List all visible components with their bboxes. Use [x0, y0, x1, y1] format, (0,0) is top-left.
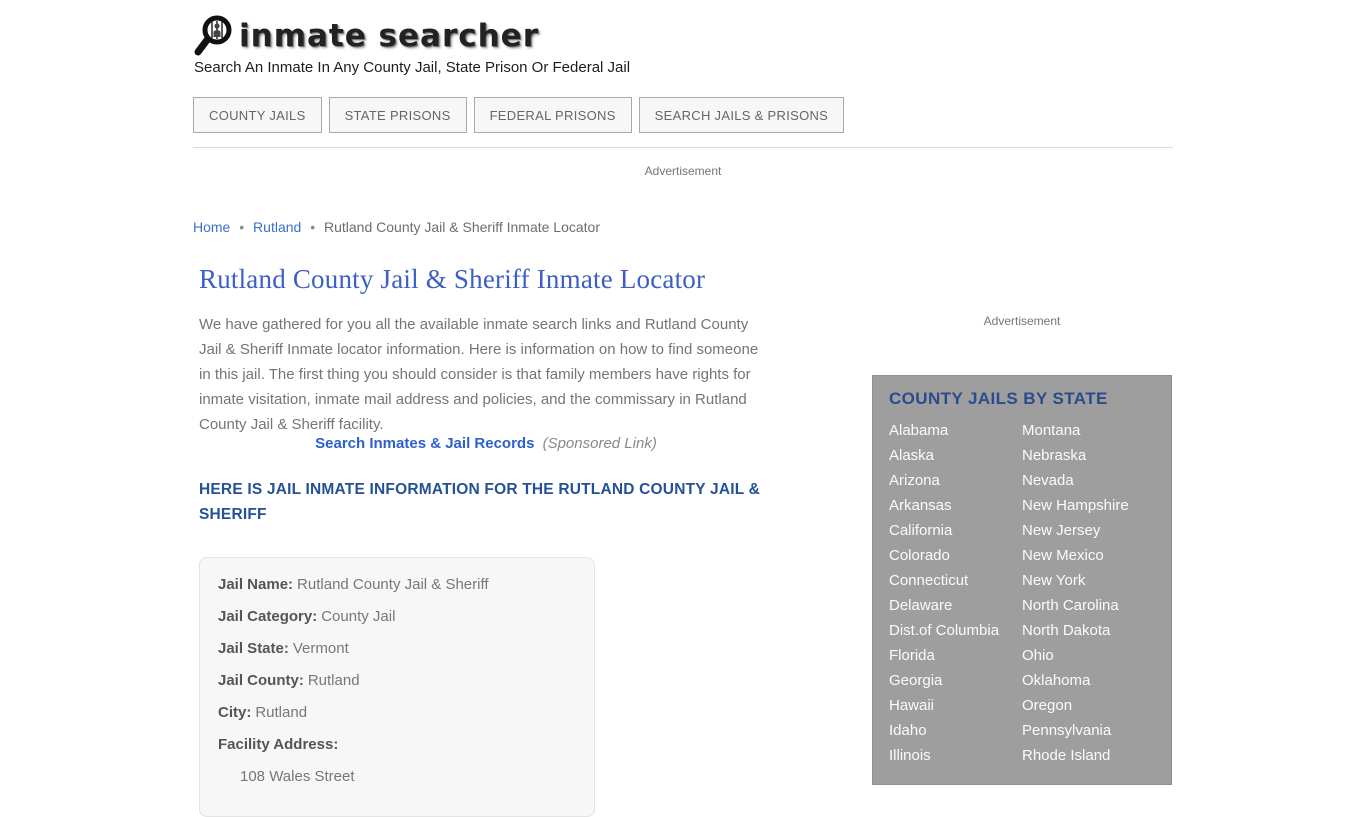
jail-category-label: Jail Category:: [218, 608, 318, 625]
breadcrumb-separator: •: [310, 219, 316, 235]
state-link-new-jersey[interactable]: New Jersey: [1022, 522, 1101, 539]
brand-logo-text: inmate searcher: [239, 18, 539, 54]
city-row: [218, 704, 576, 721]
state-link-arkansas[interactable]: Arkansas: [889, 497, 952, 514]
state-link-georgia[interactable]: Georgia: [889, 672, 943, 689]
nav-county-jails-button[interactable]: COUNTY JAILS: [193, 97, 322, 133]
jail-name-row: [218, 576, 576, 593]
search-inmates-records-link[interactable]: Search Inmates & Jail Records: [315, 435, 535, 452]
jail-info-box: [199, 557, 595, 817]
facility-address-row: [218, 736, 576, 753]
state-link-florida[interactable]: Florida: [889, 647, 935, 664]
jail-name-value: Rutland County Jail & Sheriff: [297, 576, 489, 593]
header-divider: [193, 147, 1173, 148]
page-title: Rutland County Jail & Sheriff Inmate Locator: [199, 264, 706, 294]
sidebar-heading: COUNTY JAILS BY STATE: [889, 389, 1108, 408]
brand-tagline: Search An Inmate In Any County Jail, State Prison Or Federal Jail: [194, 59, 631, 76]
page: [193, 0, 1173, 785]
advertisement-label-sidebar: Advertisement: [983, 314, 1061, 328]
main-nav: [193, 97, 844, 133]
breadcrumb-current-page: Rutland County Jail & Sheriff Inmate Locator: [324, 219, 601, 235]
jail-county-row: [218, 672, 576, 689]
state-link-delaware[interactable]: Delaware: [889, 597, 953, 614]
state-link-connecticut[interactable]: Connecticut: [889, 572, 969, 589]
facility-address-label: Facility Address:: [218, 736, 339, 753]
state-link-nevada[interactable]: Nevada: [1022, 472, 1074, 489]
state-link-alabama[interactable]: Alabama: [889, 422, 949, 439]
state-link-north-carolina[interactable]: North Carolina: [1022, 597, 1119, 614]
state-link-nebraska[interactable]: Nebraska: [1022, 447, 1087, 464]
state-column-1: [889, 418, 1022, 768]
sponsored-link-row: [199, 435, 773, 452]
nav-search-jails-prisons-button[interactable]: SEARCH JAILS & PRISONS: [639, 97, 844, 133]
state-link-pennsylvania[interactable]: Pennsylvania: [1022, 722, 1112, 739]
state-link-california[interactable]: California: [889, 522, 953, 539]
state-link-new-york[interactable]: New York: [1022, 572, 1086, 589]
jail-info-section-heading: HERE IS JAIL INMATE INFORMATION FOR THE RUTLAND COUNTY JAIL & SHERIFF: [199, 481, 761, 523]
state-link-colorado[interactable]: Colorado: [889, 547, 950, 564]
state-link-alaska[interactable]: Alaska: [889, 447, 935, 464]
breadcrumb-separator: •: [239, 219, 245, 235]
state-link-dist-of-columbia[interactable]: Dist.of Columbia: [889, 622, 1000, 639]
state-column-2: [1022, 418, 1155, 768]
state-link-new-hampshire[interactable]: New Hampshire: [1022, 497, 1129, 514]
advertisement-label-top: Advertisement: [644, 164, 722, 178]
nav-federal-prisons-button[interactable]: FEDERAL PRISONS: [474, 97, 632, 133]
state-link-montana[interactable]: Montana: [1022, 422, 1081, 439]
county-jails-by-state-panel: [872, 375, 1172, 785]
jail-state-row: [218, 640, 576, 657]
jail-county-value: Rutland: [307, 672, 360, 689]
state-link-rhode-island[interactable]: Rhode Island: [1022, 747, 1111, 764]
state-link-idaho[interactable]: Idaho: [889, 722, 927, 739]
jail-state-label: Jail State:: [218, 640, 289, 657]
jail-category-value: County Jail: [321, 608, 396, 625]
jail-name-label: Jail Name:: [218, 576, 294, 593]
jail-county-label: Jail County:: [218, 672, 304, 689]
sponsored-link-note: (Sponsored Link): [542, 435, 657, 452]
brand-logo[interactable]: [193, 14, 539, 58]
nav-state-prisons-button[interactable]: STATE PRISONS: [329, 97, 467, 133]
breadcrumb-rutland-link[interactable]: Rutland: [253, 219, 302, 235]
state-link-illinois[interactable]: Illinois: [889, 747, 931, 764]
state-link-hawaii[interactable]: Hawaii: [889, 697, 935, 714]
state-link-oklahoma[interactable]: Oklahoma: [1022, 672, 1091, 689]
state-link-ohio[interactable]: Ohio: [1022, 647, 1054, 664]
state-link-north-dakota[interactable]: North Dakota: [1022, 622, 1111, 639]
state-link-new-mexico[interactable]: New Mexico: [1022, 547, 1104, 564]
breadcrumb-home-link[interactable]: Home: [193, 219, 231, 235]
state-link-columns: [889, 418, 1155, 768]
city-value: Rutland: [255, 704, 308, 721]
jail-category-row: [218, 608, 576, 625]
state-link-oregon[interactable]: Oregon: [1022, 697, 1073, 714]
jail-state-value: Vermont: [292, 640, 349, 657]
magnifier-inmate-icon: [193, 14, 235, 58]
city-label: City:: [218, 704, 252, 721]
intro-paragraph: We have gathered for you all the available inmate search links and Rutland County Jail & Sheriff Inmate locator information. Here is information on how to find someone in this jail. The first thing you should consider is that family members have rights for inmate visitation, inmate mail address and policies, and the commissary in Rutland County Jail & Sheriff facility.: [199, 316, 759, 433]
facility-address-line: 108 Wales Street: [240, 768, 355, 785]
breadcrumb: [193, 219, 600, 235]
state-link-arizona[interactable]: Arizona: [889, 472, 940, 489]
